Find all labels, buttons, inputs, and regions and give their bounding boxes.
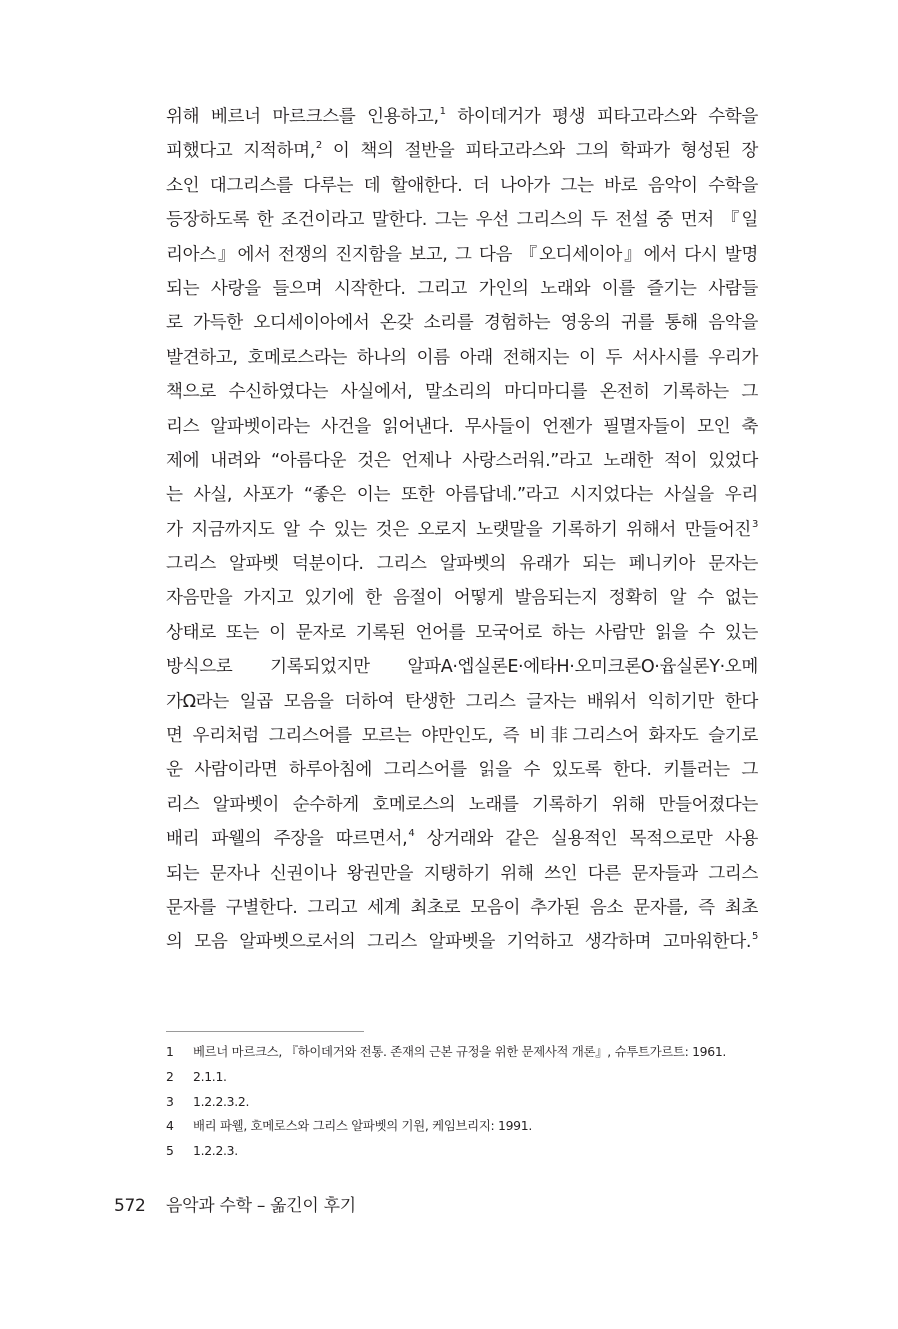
page-footer bbox=[114, 1194, 356, 1218]
body-line bbox=[166, 822, 758, 856]
body-line-text: 상거래와 같은 실용적인 목적으로만 사용 bbox=[414, 829, 759, 850]
footnote-ref-4[interactable]: 4 bbox=[408, 828, 415, 840]
footnote-item bbox=[166, 1139, 766, 1164]
body-line: 운 사람이라면 하루아침에 그리스어를 읽을 수 있도록 한다. 키틀러는 그 bbox=[166, 760, 758, 781]
body-line-text: 이 책의 절반을 피타고라스와 그의 학파가 형성된 장 bbox=[321, 141, 758, 162]
body-line: 그리스 알파벳 덕분이다. 그리스 알파벳의 유래가 되는 페니키아 문자는 bbox=[166, 554, 758, 575]
footnote-divider bbox=[166, 1031, 364, 1032]
footnote-item bbox=[166, 1040, 766, 1065]
footnote-list bbox=[166, 1040, 766, 1164]
footnote-item bbox=[166, 1114, 766, 1139]
body-text bbox=[166, 100, 758, 960]
body-line-text: 의 모음 알파벳으로서의 그리스 알파벳을 기억하고 생각하며 고마워한다. bbox=[166, 932, 752, 953]
footnote-text: 1.2.2.3.2. bbox=[193, 1093, 250, 1109]
body-line: 리스 알파벳이 순수하게 호메로스의 노래를 기록하기 위해 만들어졌다는 bbox=[166, 794, 758, 815]
footnote-number: 4 bbox=[166, 1118, 174, 1134]
footnote-text: 베르너 마르크스, 『하이데거와 전통. 존재의 근본 규정을 위한 문제사적 개론』, 슈투트가르트: 1961. bbox=[193, 1044, 727, 1059]
body-line: 자음만을 가지고 있기에 한 음절이 어떻게 발음되는지 정확히 알 수 없는 bbox=[166, 588, 758, 609]
body-line-text: 가 지금까지도 알 수 있는 것은 오로지 노랫말을 기록하기 위해서 만들어진 bbox=[166, 519, 752, 540]
footnote-number: 5 bbox=[166, 1143, 174, 1159]
body-line: 소인 대그리스를 다루는 데 할애한다. 더 나아가 그는 바로 음악이 수학을 bbox=[166, 175, 758, 196]
body-line-text: 위해 베르너 마르크스를 인용하고, bbox=[166, 107, 439, 127]
body-line: 상태로 또는 이 문자로 기록된 언어를 모국어로 하는 사람만 읽을 수 있는 bbox=[166, 622, 758, 643]
body-line: 방식으로 기록되었지만 알파A·엡실론E·에타H·오미크론O·윱실론Y·오메 bbox=[166, 657, 758, 678]
body-line: 제에 내려와 “아름다운 것은 언제나 사랑스러워.”라고 노래한 적이 있었다 bbox=[166, 450, 758, 471]
footnote-number: 2 bbox=[166, 1068, 174, 1084]
footnote-text: 배리 파웰, 호메로스와 그리스 알파벳의 기원, 케임브리지: 1991. bbox=[193, 1118, 532, 1134]
footnote-ref-3[interactable]: 3 bbox=[752, 518, 758, 530]
body-line bbox=[166, 925, 758, 959]
footnote-number: 3 bbox=[166, 1093, 174, 1109]
body-line: 로 가득한 오디세이아에서 온갖 소리를 경험하는 영웅의 귀를 통해 음악을 bbox=[166, 313, 758, 334]
footnote-ref-5[interactable]: 5 bbox=[752, 931, 758, 943]
footnote-number: 1 bbox=[166, 1044, 174, 1059]
footnote-ref-2[interactable]: 2 bbox=[315, 140, 322, 152]
body-line: 되는 사랑을 들으며 시작한다. 그리고 가인의 노래와 이를 즐기는 사람들 bbox=[166, 278, 758, 299]
body-line: 는 사실, 사포가 “좋은 이는 또한 아름답네.”라고 시지었다는 사실을 우리 bbox=[166, 485, 758, 506]
footnote-text: 2.1.1. bbox=[193, 1068, 227, 1084]
body-line: 문자를 구별한다. 그리고 세계 최초로 모음이 추가된 음소 문자를, 즉 최초 bbox=[166, 897, 758, 918]
body-line: 발견하고, 호메로스라는 하나의 이름 아래 전해지는 이 두 서사시를 우리가 bbox=[166, 347, 758, 368]
body-line: 가Ω라는 일곱 모음을 더하여 탄생한 그리스 글자는 배워서 익히기만 한다 bbox=[166, 691, 758, 712]
body-line: 되는 문자나 신권이나 왕권만을 지탱하기 위해 쓰인 다른 문자들과 그리스 bbox=[166, 863, 758, 884]
running-head: 음악과 수학 – 옮긴이 후기 bbox=[166, 1196, 356, 1216]
body-line-text: 배리 파웰의 주장을 따르면서, bbox=[166, 829, 408, 850]
body-line-text: 하이데거가 평생 피타고라스와 수학을 bbox=[445, 107, 758, 127]
body-line: 리아스』에서 전쟁의 진지함을 보고, 그 다음 『오디세이아』에서 다시 발명 bbox=[166, 244, 758, 265]
body-line: 책으로 수신하였다는 사실에서, 말소리의 마디마디를 온전히 기록하는 그 bbox=[166, 382, 758, 403]
page-number: 572 bbox=[114, 1196, 146, 1216]
body-line bbox=[166, 513, 758, 547]
footnote-text: 1.2.2.3. bbox=[193, 1143, 238, 1159]
footnote-ref-1[interactable]: 1 bbox=[439, 106, 446, 117]
body-line bbox=[166, 100, 758, 134]
body-line: 리스 알파벳이라는 사건을 읽어낸다. 무사들이 언젠가 필멸자들이 모인 축 bbox=[166, 416, 758, 437]
body-line: 면 우리처럼 그리스어를 모르는 야만인도, 즉 비非그리스어 화자도 슬기로 bbox=[166, 726, 758, 747]
body-line bbox=[166, 134, 758, 168]
footnote-item bbox=[166, 1065, 766, 1090]
body-line: 등장하도록 한 조건이라고 말한다. 그는 우선 그리스의 두 전설 중 먼저 『일 bbox=[166, 210, 758, 231]
body-line-text: 피했다고 지적하며, bbox=[166, 141, 315, 162]
footnote-item bbox=[166, 1090, 766, 1115]
